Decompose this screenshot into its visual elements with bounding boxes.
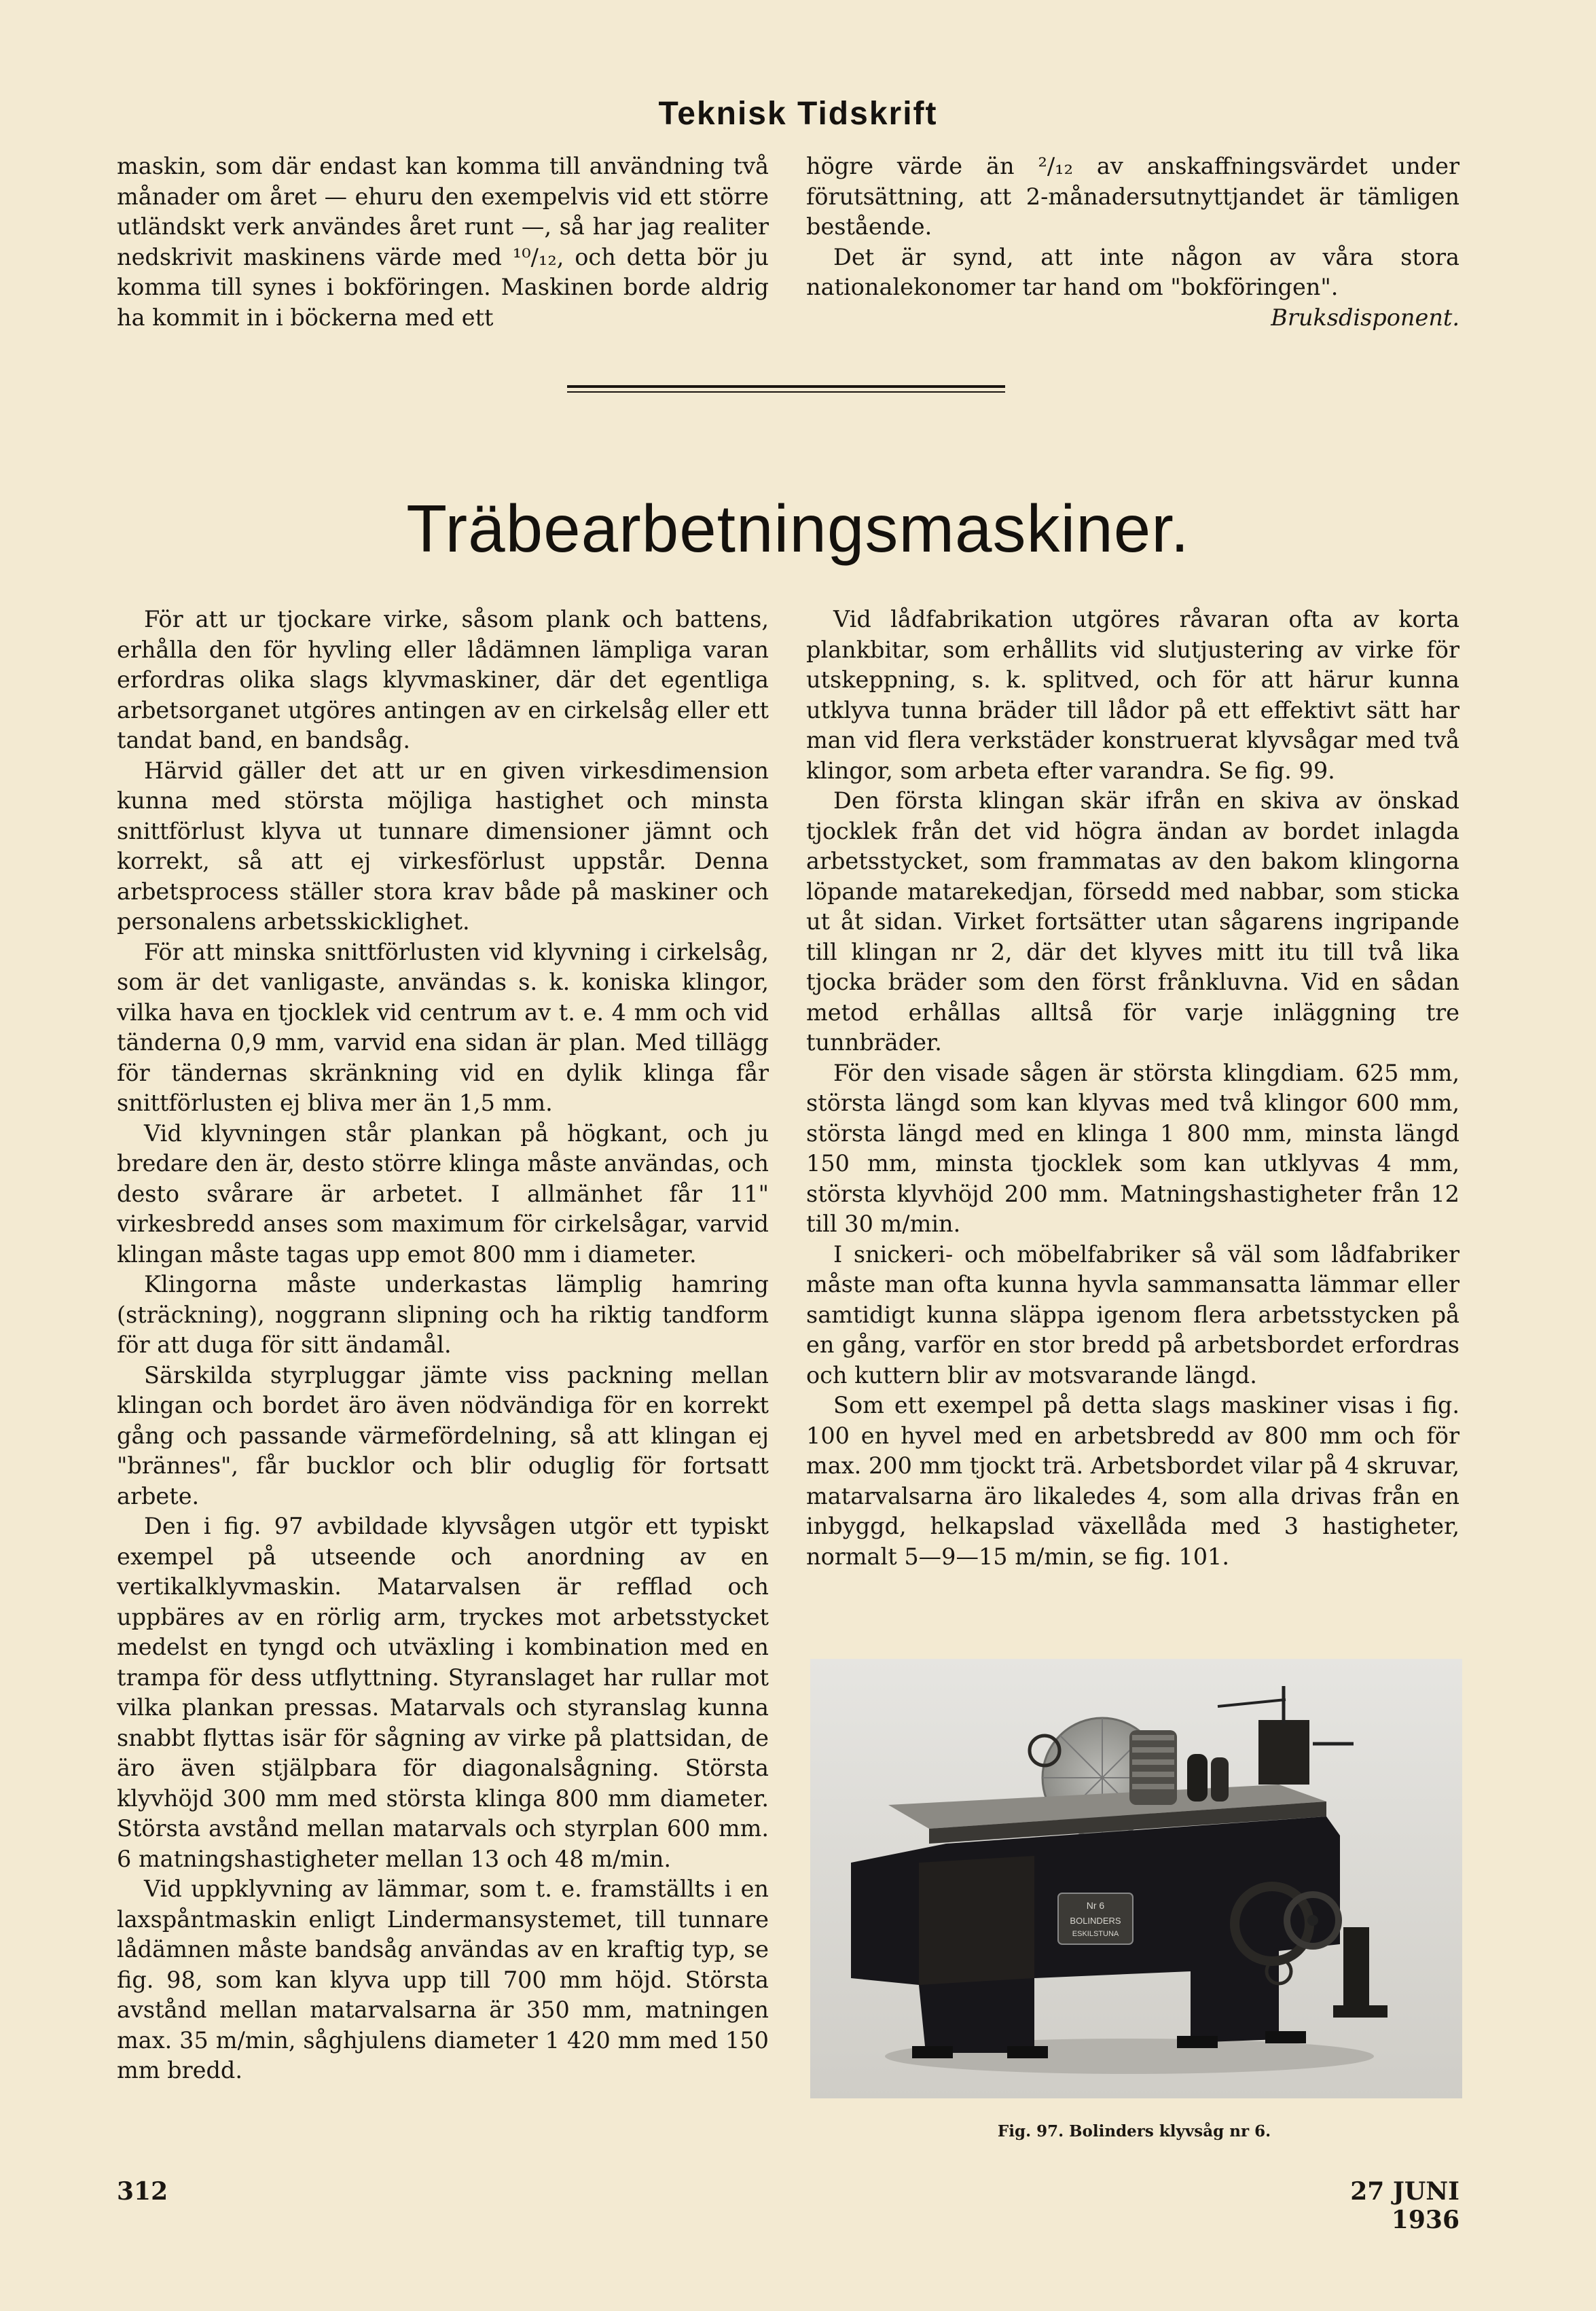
article-title: Träbearbetningsmaskiner. [406, 491, 1190, 566]
article-paragraph: Särskilda styrpluggar jämte viss packning mellan klingan och bordet äro även nödvändiga för en korrekt gång och passande värmefördelning, så att klingan ej "brännes", får bucklor och blir oduglig för fortsatt arbete. [117, 1361, 769, 1509]
article-paragraph: Vid klyvningen står plankan på högkant, och ju bredare den är, desto större klinga måste användas, och desto svårare är arbetet. I allmänhet får 11" virkesbredd anses som maximum för cirkelsågar, varvid klingan måste tagas upp emot 800 mm i diameter. [117, 1119, 769, 1268]
article-paragraph: Som ett exempel på detta slags maskiner visas i fig. 100 en hyvel med en arbetsbredd av 800 mm och för max. 200 mm tjockt trä. Arbetsbordet vilar på 4 skruvar, matarvalsarna äro likaledes 4, som alla drivas från en inbyggd, helkapslad växellåda med 3 hastigheter, normalt 5—9—15 m/min, se fig. 101. [806, 1392, 1459, 1570]
article-paragraph: Den i fig. 97 avbildade klyvsågen utgör ett typiskt exempel på utseende och anordning av en vertikalklyvmaskin. Matarvalsen är refflad och uppbäres av en rörlig arm, tryckes mot arbetsstycket medelst en tyngd och utväxling i kombination med en trampa för dess utflyttning. Styranslaget har rullar mot vilka plankan pressas. Matarvals och styranslag kunna snabbt flyttas isär för sågning av virke på plattsidan, de äro även stjälpbara för diagonalsågning. Största klyvhöjd 300 mm med största klinga 800 mm diameter. Största avstånd mellan matarvals och styrplan 600 mm. 6 matningshastigheter mellan 13 och 48 m/min. [117, 1513, 769, 1872]
article-left-column [117, 605, 769, 2086]
article-paragraph: Vid lådfabrikation utgöres råvaran ofta av korta plankbitar, som erhållits vid slutjustering av virke för utskeppning, s. k. splitved, och för att härur kunna utklyva tunna bräder till lådor på ett effektivt sätt har man vid flera verkstäder konstruerat klyvsågar med två klingor, som arbeta efter varandra. Se fig. 99. [806, 606, 1459, 784]
previous-article-text: maskin, som där endast kan komma till användning två månader om året — ehuru den exempelvis vid ett större utländskt verk användes året runt —, så har jag realiter nedskrivit maskinens värde med ¹⁰/₁₂, och detta bör ju komma till synes i bokföringen. Maskinen borde aldrig ha kommit in i böckerna med ett [117, 153, 769, 331]
previous-article-paragraph: Det är synd, att inte någon av våra stora nationalekonomer tar hand om "bokföringen". [806, 243, 1459, 300]
article-paragraph: Den första klingan skär ifrån en skiva av önskad tjocklek från det vid högra ändan av bordet inlagda arbetsstycket, som frammatas av den bakom klingorna löpande matarekedjan, försedd med nabbar, som sticka ut åt sidan. Virket fortsätter utan sågarens ingripande till klingan nr 2, där det klyves mitt itu till två lika tjocka bräder som den först frånkluvna. Vid en sådan metod erhållas alltså för varje inläggning tre tunnbräder. [806, 787, 1459, 1056]
article-paragraph: För att ur tjockare virke, såsom plank och battens, erhålla den för hyvling eller lådämnen lämpliga varan erfordras olika slags klyvmaskiner, där det egentliga arbetsorganet utgöres antingen av en cirkelsåg eller ett tandat band, en bandsåg. [117, 606, 769, 753]
article-paragraph: Vid uppklyvning av lämmar, som t. e. framställts i en laxspåntmaskin enligt Lindermansystemet, till tunnare lådämnen måste bandsåg användas av en kraftig typ, se fig. 98, som kan klyva upp till 700 mm höjd. Största avstånd mellan matarvalsarna är 350 mm, matningen max. 35 m/min, såghjulens diameter 1 420 mm med 150 mm bredd. [117, 1876, 769, 2083]
nameplate-model: Nr 6 [1086, 1900, 1105, 1911]
article-right-column [806, 605, 1459, 1572]
machine-photo [810, 1659, 1462, 2098]
article-paragraph: I snickeri- och möbelfabriker så väl som lådfabriker måste man ofta kunna hyvla sammansatta lämmar eller samtidigt kunna släppa igenom flera arbetsstycken på en gång, varför en stor bredd på arbetsbordet erfordras och kuttern blir av motsvarande längd. [806, 1240, 1459, 1389]
article-paragraph: För att minska snittförlusten vid klyvning i cirkelsåg, som är det vanligaste, användas s. k. koniska klingor, vilka hava en tjocklek vid centrum av t. e. 4 mm och vid tänderna 0,9 mm, varvid ena sidan är plan. Med tillägg för tändernas skränkning vid en dylik klinga får snittförlusten ej bliva mer än 1,5 mm. [117, 938, 769, 1116]
journal-header: Teknisk Tidskrift [658, 96, 938, 132]
page-number: 312 [117, 2177, 168, 2206]
article-paragraph: Klingorna måste underkastas lämplig hamring (sträckning), noggrann slipning och ha riktig tandform för att duga för sitt ändamål. [117, 1271, 769, 1358]
previous-article-paragraph: högre värde än ²/₁₂ av anskaffningsvärdet under förutsättning, att 2-månadersutnyttjandet är tämligen bestående. [806, 153, 1459, 240]
article-paragraph: Härvid gäller det att ur en given virkesdimension kunna med största möjliga hastighet och minsta snittförlust klyva ut tunnare dimensioner jämnt och korrekt, så att ej virkesförlust uppstår. Denna arbetsprocess ställer stora krav både på maskiner och personalens arbetsskicklighet. [117, 757, 769, 935]
issue-date: 27 JUNI 1936 [1350, 2177, 1459, 2234]
section-divider [567, 385, 1005, 393]
figure-caption: Fig. 97. Bolinders klyvsåg nr 6. [997, 2122, 1271, 2140]
previous-article-right-column [806, 151, 1459, 333]
nameplate-maker: BOLINDERS [1070, 1916, 1121, 1926]
nameplate-city: ESKILSTUNA [1072, 1930, 1119, 1938]
article-paragraph: För den visade sågen är största klingdiam. 625 mm, största längd som kan klyvas med två klingor 600 mm, största längd med en klinga 1 800 mm, minsta längd 150 mm, minsta tjocklek som kan utklyvas 4 mm, största klyvhöjd 200 mm. Matningshastigheter från 12 till 30 m/min. [806, 1059, 1459, 1237]
signature: Bruksdisponent. [1271, 304, 1459, 331]
previous-article-left-column [117, 151, 769, 333]
